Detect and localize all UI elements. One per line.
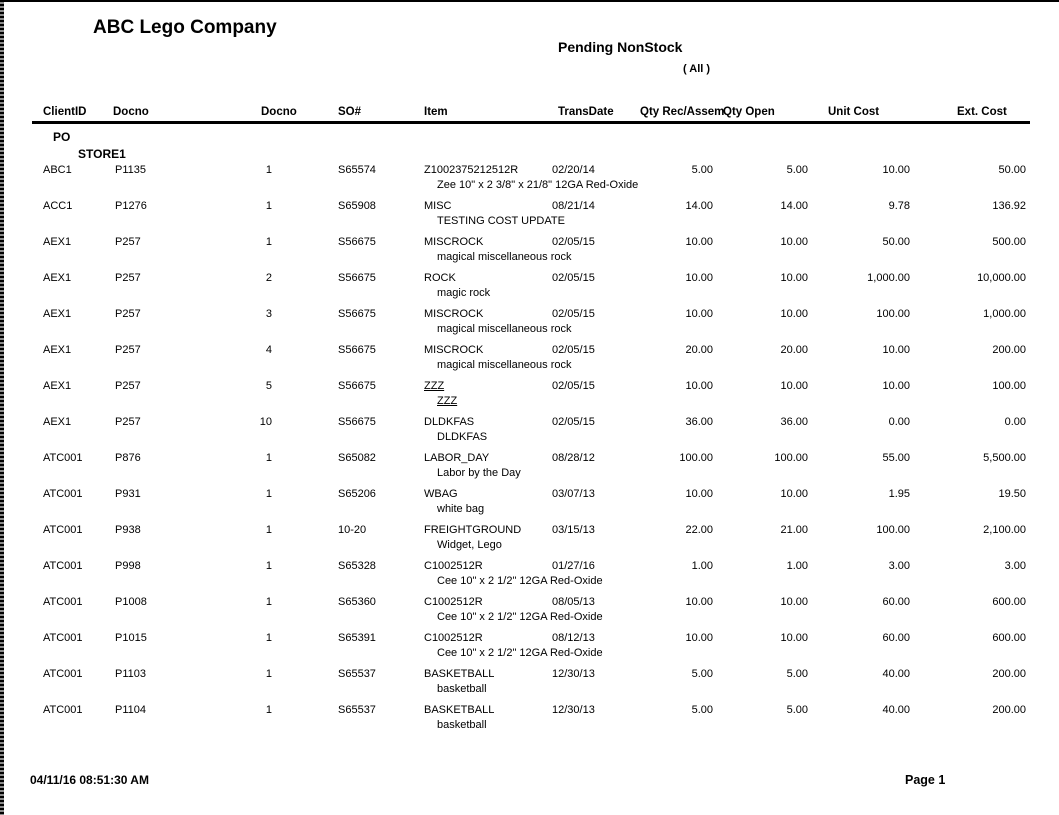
row-item-code: ZZZ (424, 380, 445, 392)
column-header-ext-cost: Ext. Cost (957, 106, 1007, 118)
column-header-transdate: TransDate (558, 106, 614, 118)
row-so-number: S65082 (338, 452, 376, 464)
group-header-po: PO (53, 130, 71, 144)
row-clientid: ATC001 (43, 560, 83, 572)
table-row (0, 200, 1059, 236)
row-qty-open: 10.00 (780, 632, 808, 644)
row-ext-cost: 0.00 (1004, 416, 1026, 428)
row-qty-rec-assem: 10.00 (685, 380, 713, 392)
row-clientid: ATC001 (43, 632, 83, 644)
row-trans-date: 08/21/14 (552, 200, 595, 212)
row-so-number: S56675 (338, 308, 376, 320)
row-item-code: C1002512R (424, 596, 483, 608)
row-so-number: S65206 (338, 488, 376, 500)
row-docno: P1104 (115, 704, 146, 716)
column-header-so-number: SO# (338, 106, 362, 118)
row-clientid: AEX1 (43, 308, 72, 320)
row-qty-open: 10.00 (780, 272, 808, 284)
row-docno: P931 (115, 488, 141, 500)
row-docno: P1015 (115, 632, 147, 644)
row-docno: P257 (115, 380, 141, 392)
row-docno: P938 (115, 524, 141, 536)
row-qty-open: 5.00 (786, 704, 808, 716)
row-clientid: AEX1 (43, 416, 72, 428)
row-ext-cost: 2,100.00 (983, 524, 1026, 536)
row-docno-line: 1 (265, 200, 272, 212)
row-docno-line: 1 (265, 704, 272, 716)
row-item-description: basketball (437, 683, 487, 695)
row-qty-rec-assem: 10.00 (685, 632, 713, 644)
row-so-number: S65908 (338, 200, 376, 212)
table-row (0, 596, 1059, 632)
row-unit-cost: 100.00 (876, 308, 910, 320)
row-so-number: S56675 (338, 272, 376, 284)
row-qty-rec-assem: 14.00 (685, 200, 713, 212)
row-qty-rec-assem: 20.00 (685, 344, 713, 356)
row-clientid: AEX1 (43, 380, 72, 392)
table-row (0, 308, 1059, 344)
row-docno: P257 (115, 308, 141, 320)
row-so-number: S65360 (338, 596, 376, 608)
table-row (0, 344, 1059, 380)
row-qty-open: 10.00 (780, 380, 808, 392)
row-item-code: LABOR_DAY (424, 452, 490, 464)
report-subtitle: Pending NonStock (558, 39, 683, 55)
row-item-description: basketball (437, 719, 487, 731)
row-docno-line: 1 (265, 596, 272, 608)
row-item-code: C1002512R (424, 632, 483, 644)
table-row (0, 164, 1059, 200)
row-qty-rec-assem: 10.00 (685, 272, 713, 284)
row-docno: P257 (115, 344, 141, 356)
row-item-code: MISC (424, 200, 452, 212)
row-clientid: ACC1 (43, 200, 73, 212)
row-ext-cost: 600.00 (992, 632, 1026, 644)
column-header-item: Item (424, 106, 448, 118)
row-qty-open: 10.00 (780, 308, 808, 320)
row-ext-cost: 200.00 (992, 704, 1026, 716)
row-qty-open: 20.00 (780, 344, 808, 356)
row-qty-open: 10.00 (780, 236, 808, 248)
table-row (0, 380, 1059, 416)
row-ext-cost: 200.00 (992, 668, 1026, 680)
row-docno-line: 1 (265, 524, 272, 536)
group-header-store1: STORE1 (78, 147, 126, 161)
row-trans-date: 12/30/13 (552, 668, 595, 680)
row-ext-cost: 136.92 (992, 200, 1026, 212)
row-ext-cost: 1,000.00 (983, 308, 1026, 320)
row-unit-cost: 60.00 (882, 596, 910, 608)
row-item-description: Cee 10" x 2 1/2" 12GA Red-Oxide (437, 611, 603, 623)
row-unit-cost: 60.00 (882, 632, 910, 644)
row-docno-line: 1 (265, 452, 272, 464)
row-docno: P257 (115, 236, 141, 248)
row-qty-open: 10.00 (780, 596, 808, 608)
row-item-code: ROCK (424, 272, 456, 284)
row-trans-date: 02/05/15 (552, 344, 595, 356)
row-clientid: ATC001 (43, 704, 83, 716)
row-so-number: S65537 (338, 668, 376, 680)
column-header-docno: Docno (113, 106, 149, 118)
row-qty-rec-assem: 10.00 (685, 308, 713, 320)
row-ext-cost: 200.00 (992, 344, 1026, 356)
row-item-description: magical miscellaneous rock (437, 359, 572, 371)
row-item-description: ZZZ (437, 395, 458, 407)
row-item-description: TESTING COST UPDATE (437, 215, 565, 227)
row-unit-cost: 40.00 (882, 704, 910, 716)
table-row (0, 236, 1059, 272)
row-so-number: S65574 (338, 164, 376, 176)
row-item-description: Cee 10" x 2 1/2" 12GA Red-Oxide (437, 647, 603, 659)
row-qty-open: 5.00 (786, 668, 808, 680)
row-ext-cost: 10,000.00 (977, 272, 1026, 284)
row-clientid: AEX1 (43, 272, 72, 284)
row-trans-date: 02/05/15 (552, 272, 595, 284)
table-row (0, 704, 1059, 740)
row-docno-line: 1 (265, 236, 272, 248)
table-row (0, 416, 1059, 452)
row-ext-cost: 500.00 (992, 236, 1026, 248)
row-unit-cost: 100.00 (876, 524, 910, 536)
row-qty-rec-assem: 22.00 (685, 524, 713, 536)
row-docno-line: 1 (265, 164, 272, 176)
table-row (0, 560, 1059, 596)
table-row (0, 452, 1059, 488)
footer-page-number: Page 1 (905, 773, 946, 787)
row-qty-rec-assem: 5.00 (691, 704, 713, 716)
row-clientid: AEX1 (43, 236, 72, 248)
row-so-number: S56675 (338, 380, 376, 392)
row-item-code: MISCROCK (424, 308, 484, 320)
row-qty-open: 10.00 (780, 488, 808, 500)
row-trans-date: 08/28/12 (552, 452, 595, 464)
row-clientid: AEX1 (43, 344, 72, 356)
row-item-code: BASKETBALL (424, 668, 495, 680)
column-header-unit-cost: Unit Cost (828, 106, 880, 118)
row-docno-line: 3 (265, 308, 272, 320)
row-docno: P257 (115, 416, 141, 428)
row-item-code: MISCROCK (424, 344, 484, 356)
row-ext-cost: 3.00 (1004, 560, 1026, 572)
row-docno-line: 5 (265, 380, 272, 392)
row-item-code: Z1002375212512R (424, 164, 519, 176)
column-header-qty-open: Qty Open (723, 106, 775, 118)
row-docno-line: 1 (265, 560, 272, 572)
row-ext-cost: 19.50 (998, 488, 1026, 500)
row-qty-open: 100.00 (774, 452, 808, 464)
row-trans-date: 02/20/14 (552, 164, 595, 176)
row-item-description: white bag (437, 503, 485, 515)
row-clientid: ATC001 (43, 668, 83, 680)
row-unit-cost: 3.00 (888, 560, 910, 572)
column-header-qty-rec-assem: Qty Rec/Assem (640, 106, 725, 118)
row-qty-open: 1.00 (786, 560, 808, 572)
row-trans-date: 02/05/15 (552, 308, 595, 320)
row-unit-cost: 10.00 (882, 380, 910, 392)
row-unit-cost: 10.00 (882, 164, 910, 176)
row-ext-cost: 5,500.00 (983, 452, 1026, 464)
table-row (0, 272, 1059, 308)
row-ext-cost: 50.00 (998, 164, 1026, 176)
table-row (0, 524, 1059, 560)
row-qty-open: 36.00 (780, 416, 808, 428)
row-item-code: C1002512R (424, 560, 483, 572)
row-clientid: ATC001 (43, 524, 83, 536)
column-header-docno-2: Docno (261, 106, 297, 118)
table-row (0, 488, 1059, 524)
row-item-description: magical miscellaneous rock (437, 251, 572, 263)
row-trans-date: 02/05/15 (552, 416, 595, 428)
footer-datetime: 04/11/16 08:51:30 AM (30, 773, 149, 787)
row-qty-rec-assem: 36.00 (685, 416, 713, 428)
row-docno-line: 1 (265, 488, 272, 500)
row-qty-open: 21.00 (780, 524, 808, 536)
row-item-code: MISCROCK (424, 236, 484, 248)
row-item-description: Cee 10" x 2 1/2" 12GA Red-Oxide (437, 575, 603, 587)
row-unit-cost: 1,000.00 (867, 272, 910, 284)
row-so-number: S56675 (338, 344, 376, 356)
row-clientid: ABC1 (43, 164, 72, 176)
row-unit-cost: 55.00 (882, 452, 910, 464)
row-clientid: ATC001 (43, 452, 83, 464)
row-trans-date: 03/15/13 (552, 524, 595, 536)
row-docno-line: 2 (265, 272, 272, 284)
row-item-description: DLDKFAS (437, 431, 488, 443)
row-item-code: DLDKFAS (424, 416, 475, 428)
row-docno-line: 10 (259, 416, 272, 428)
row-trans-date: 12/30/13 (552, 704, 595, 716)
row-so-number: 10-20 (338, 524, 367, 536)
row-unit-cost: 40.00 (882, 668, 910, 680)
row-so-number: S65537 (338, 704, 376, 716)
row-trans-date: 08/05/13 (552, 596, 595, 608)
row-item-description: Labor by the Day (437, 467, 521, 479)
row-docno: P998 (115, 560, 141, 572)
row-qty-rec-assem: 5.00 (691, 668, 713, 680)
row-qty-open: 14.00 (780, 200, 808, 212)
row-qty-rec-assem: 10.00 (685, 596, 713, 608)
row-trans-date: 02/05/15 (552, 380, 595, 392)
row-ext-cost: 100.00 (992, 380, 1026, 392)
row-qty-rec-assem: 100.00 (679, 452, 713, 464)
row-docno-line: 1 (265, 632, 272, 644)
row-unit-cost: 50.00 (882, 236, 910, 248)
row-trans-date: 02/05/15 (552, 236, 595, 248)
row-unit-cost: 0.00 (888, 416, 910, 428)
row-qty-rec-assem: 10.00 (685, 488, 713, 500)
row-item-code: WBAG (424, 488, 458, 500)
row-qty-rec-assem: 5.00 (691, 164, 713, 176)
report-filter-scope: ( All ) (683, 63, 711, 75)
row-docno: P1008 (115, 596, 147, 608)
header-rule (32, 121, 1030, 124)
row-unit-cost: 9.78 (888, 200, 910, 212)
row-item-description: Widget, Lego (437, 539, 502, 551)
row-docno-line: 4 (265, 344, 272, 356)
row-qty-rec-assem: 1.00 (691, 560, 713, 572)
column-header-clientid: ClientID (43, 106, 87, 118)
row-docno: P1135 (115, 164, 146, 176)
row-trans-date: 03/07/13 (552, 488, 595, 500)
row-clientid: ATC001 (43, 596, 83, 608)
row-docno: P1103 (115, 668, 146, 680)
row-unit-cost: 10.00 (882, 344, 910, 356)
row-trans-date: 01/27/16 (552, 560, 595, 572)
row-so-number: S56675 (338, 416, 376, 428)
row-clientid: ATC001 (43, 488, 83, 500)
row-trans-date: 08/12/13 (552, 632, 595, 644)
row-so-number: S65391 (338, 632, 376, 644)
row-unit-cost: 1.95 (888, 488, 910, 500)
row-item-code: FREIGHTGROUND (424, 524, 522, 536)
row-docno-line: 1 (265, 668, 272, 680)
row-qty-open: 5.00 (786, 164, 808, 176)
row-docno: P876 (115, 452, 141, 464)
row-docno: P257 (115, 272, 141, 284)
row-item-code: BASKETBALL (424, 704, 495, 716)
row-qty-rec-assem: 10.00 (685, 236, 713, 248)
row-item-description: magical miscellaneous rock (437, 323, 572, 335)
row-so-number: S56675 (338, 236, 376, 248)
table-row (0, 632, 1059, 668)
row-item-description: Zee 10" x 2 3/8" x 21/8" 12GA Red-Oxide (437, 179, 639, 191)
report-title: ABC Lego Company (93, 17, 277, 38)
row-ext-cost: 600.00 (992, 596, 1026, 608)
page-top-border (0, 0, 1059, 2)
row-so-number: S65328 (338, 560, 376, 572)
row-docno: P1276 (115, 200, 147, 212)
row-item-description: magic rock (437, 287, 491, 299)
table-row (0, 668, 1059, 704)
